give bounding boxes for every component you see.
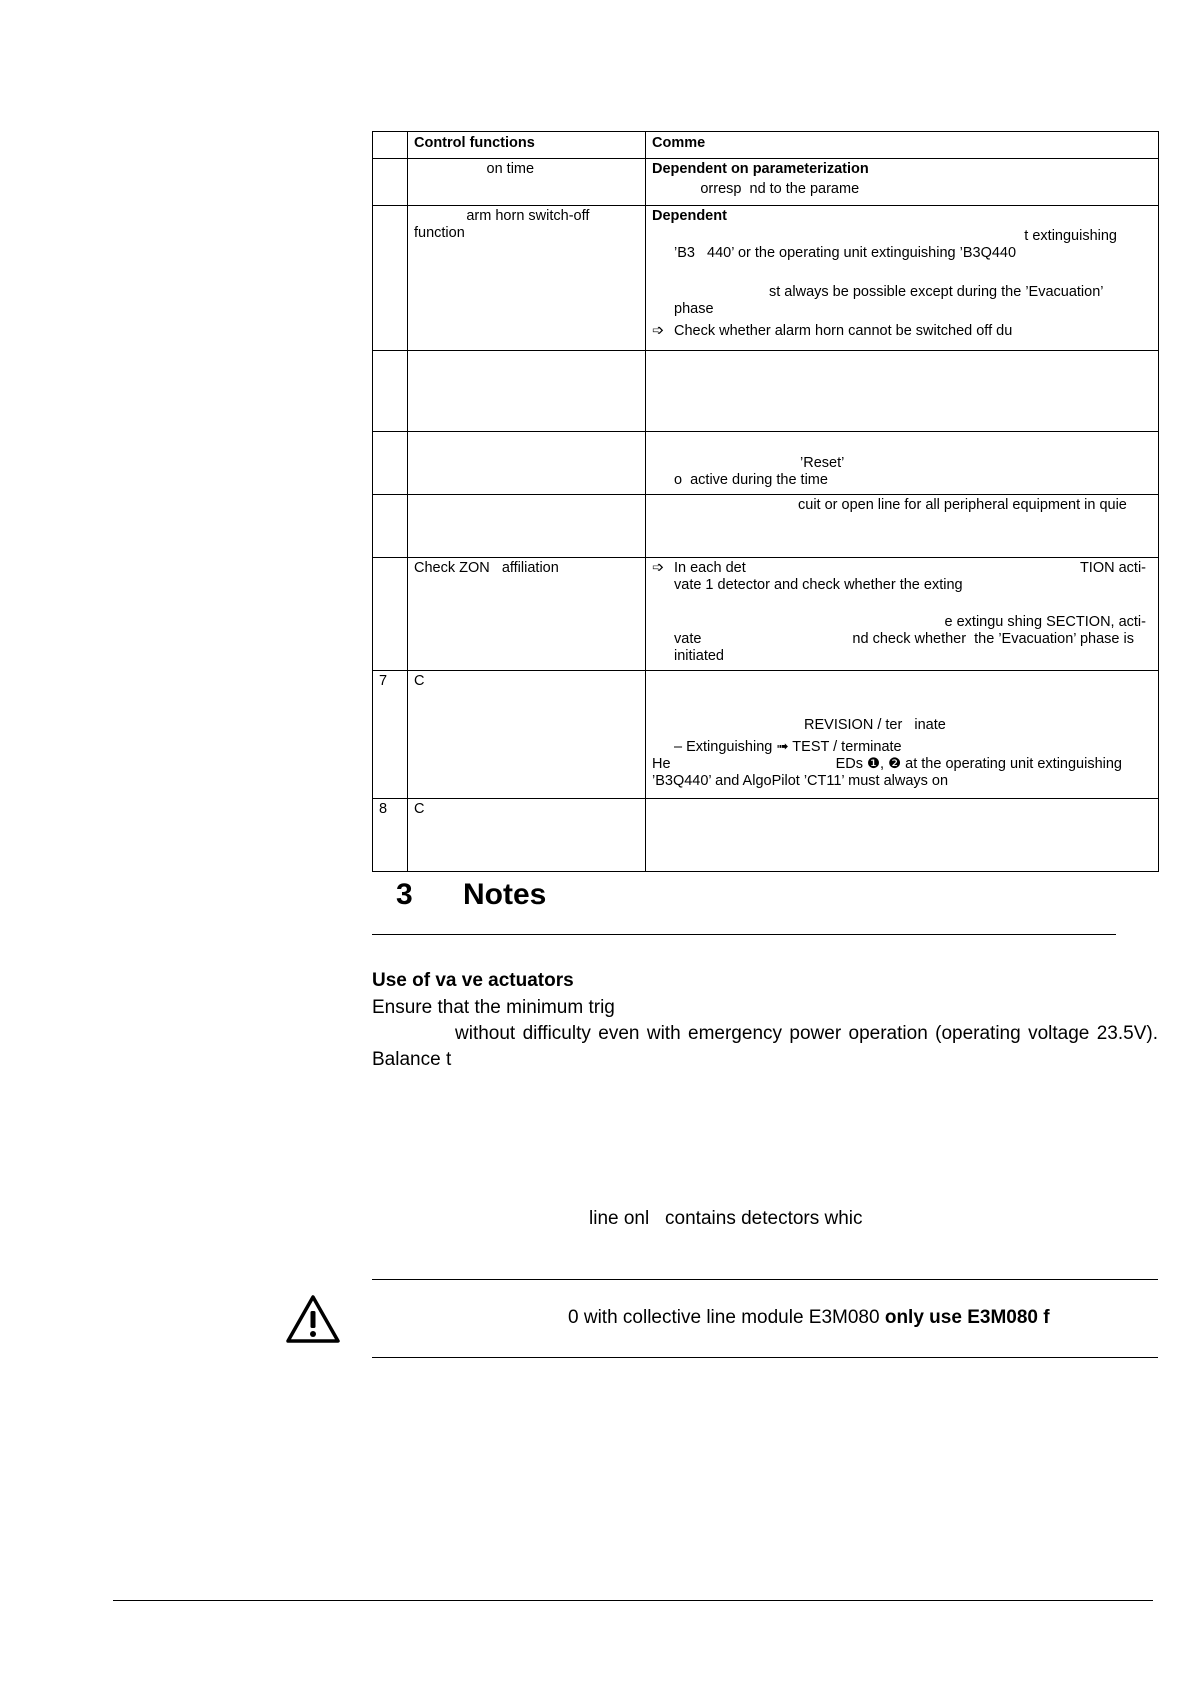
row-comment xyxy=(646,206,1159,351)
table-row xyxy=(373,495,1159,558)
header-num xyxy=(373,132,408,159)
control-text: function xyxy=(414,225,465,241)
row-control xyxy=(408,351,646,432)
comment-text: EDs ❶, ❷ at the operating unit extinguishing xyxy=(835,756,1122,772)
comment-text: ’B3Q440’ and AlgoPilot ’CT11’ must always on xyxy=(652,773,949,789)
notes-text: Balance t xyxy=(372,1049,452,1070)
row-comment xyxy=(646,432,1159,495)
comment-text: orresp nd to the parame xyxy=(652,181,860,197)
comment-text: e extingu shing SECTION, acti- xyxy=(944,614,1146,630)
row-num xyxy=(373,159,408,206)
section-number: 3 xyxy=(396,878,413,911)
row-control xyxy=(408,495,646,558)
comment-text: vate 1 detector and check whether the exting xyxy=(674,577,963,593)
notes-text: Ensure that the minimum trig xyxy=(372,997,615,1018)
row-num xyxy=(373,206,408,351)
comment-text: In each det xyxy=(674,560,746,576)
comment-text: – Extinguishing ➟ TEST / terminate xyxy=(674,739,902,755)
table-row xyxy=(373,159,1159,206)
comment-text: ’B3 440’ or the operating unit extinguishing ’B3Q440 xyxy=(674,245,1017,261)
notes-text: without difficulty even with emergency power operation (operating voltage 23.5V). xyxy=(455,1023,1158,1044)
row-num xyxy=(373,351,408,432)
warning-rule-top xyxy=(372,1279,1158,1280)
comment-text: Dependent on parameterization xyxy=(652,161,869,177)
warning-text-bold: only use E3M080 f xyxy=(884,1307,1050,1328)
table-header-row xyxy=(373,132,1159,159)
comment-text: Dependent xyxy=(652,208,727,224)
row-control xyxy=(408,159,646,206)
warning-icon xyxy=(285,1294,341,1344)
table-row xyxy=(373,351,1159,432)
comment-text: t extinguishing xyxy=(1024,228,1117,244)
control-text: arm horn switch-off xyxy=(414,208,590,224)
comment-text: phase xyxy=(674,301,714,317)
row-control xyxy=(408,799,646,872)
row-comment xyxy=(646,159,1159,206)
row-control xyxy=(408,432,646,495)
control-text: on time xyxy=(414,161,535,177)
comment-text: vate xyxy=(674,631,702,647)
comment-text: initiated xyxy=(674,648,724,664)
row-num xyxy=(373,495,408,558)
table-row xyxy=(373,799,1159,872)
notes-text: line onl contains detectors whic xyxy=(589,1208,863,1229)
footer-rule xyxy=(113,1600,1153,1601)
control-text: Check ZON affiliation xyxy=(414,560,559,576)
control-functions-table xyxy=(372,131,1159,872)
section-rule xyxy=(372,934,1116,935)
row-num: 7 xyxy=(373,671,408,799)
table-row xyxy=(373,558,1159,671)
row-control xyxy=(408,206,646,351)
arrow-icon: ➩ xyxy=(652,323,665,339)
control-text: C xyxy=(414,673,425,689)
comment-text: Check whether alarm horn cannot be switched off du xyxy=(674,323,1013,339)
table-row xyxy=(373,206,1159,351)
comment-text: nd check whether the ’Evacuation’ phase is xyxy=(852,631,1134,647)
row-num xyxy=(373,558,408,671)
row-comment xyxy=(646,799,1159,872)
row-comment xyxy=(646,351,1159,432)
header-control-functions: Control functions xyxy=(408,132,646,159)
header-comment: Comme xyxy=(646,132,1159,159)
section-title: Notes xyxy=(463,878,547,911)
warning-rule-bottom xyxy=(372,1357,1158,1358)
notes-heading: Use of va ve actuators xyxy=(372,970,574,991)
warning-text xyxy=(568,1307,1050,1329)
warning-text-normal: 0 with collective line module E3M080 xyxy=(568,1307,885,1328)
row-control xyxy=(408,558,646,671)
control-text: C xyxy=(414,801,425,817)
table-row xyxy=(373,671,1159,799)
comment-text: He xyxy=(652,756,671,772)
row-num xyxy=(373,432,408,495)
table-row xyxy=(373,432,1159,495)
comment-text: st always be possible except during the ’Evacuation’ xyxy=(769,284,1104,300)
row-num: 8 xyxy=(373,799,408,872)
row-control xyxy=(408,671,646,799)
arrow-icon: ➩ xyxy=(652,560,665,576)
comment-text: cuit or open line for all peripheral equipment in quie xyxy=(798,497,1127,513)
row-comment xyxy=(646,495,1159,558)
comment-text: REVISION / ter inate xyxy=(804,717,946,733)
row-comment xyxy=(646,558,1159,671)
comment-text: ’Reset’ xyxy=(800,455,845,471)
comment-text: o active during the time xyxy=(674,472,828,488)
row-comment xyxy=(646,671,1159,799)
comment-text: TION acti- xyxy=(1079,560,1146,576)
